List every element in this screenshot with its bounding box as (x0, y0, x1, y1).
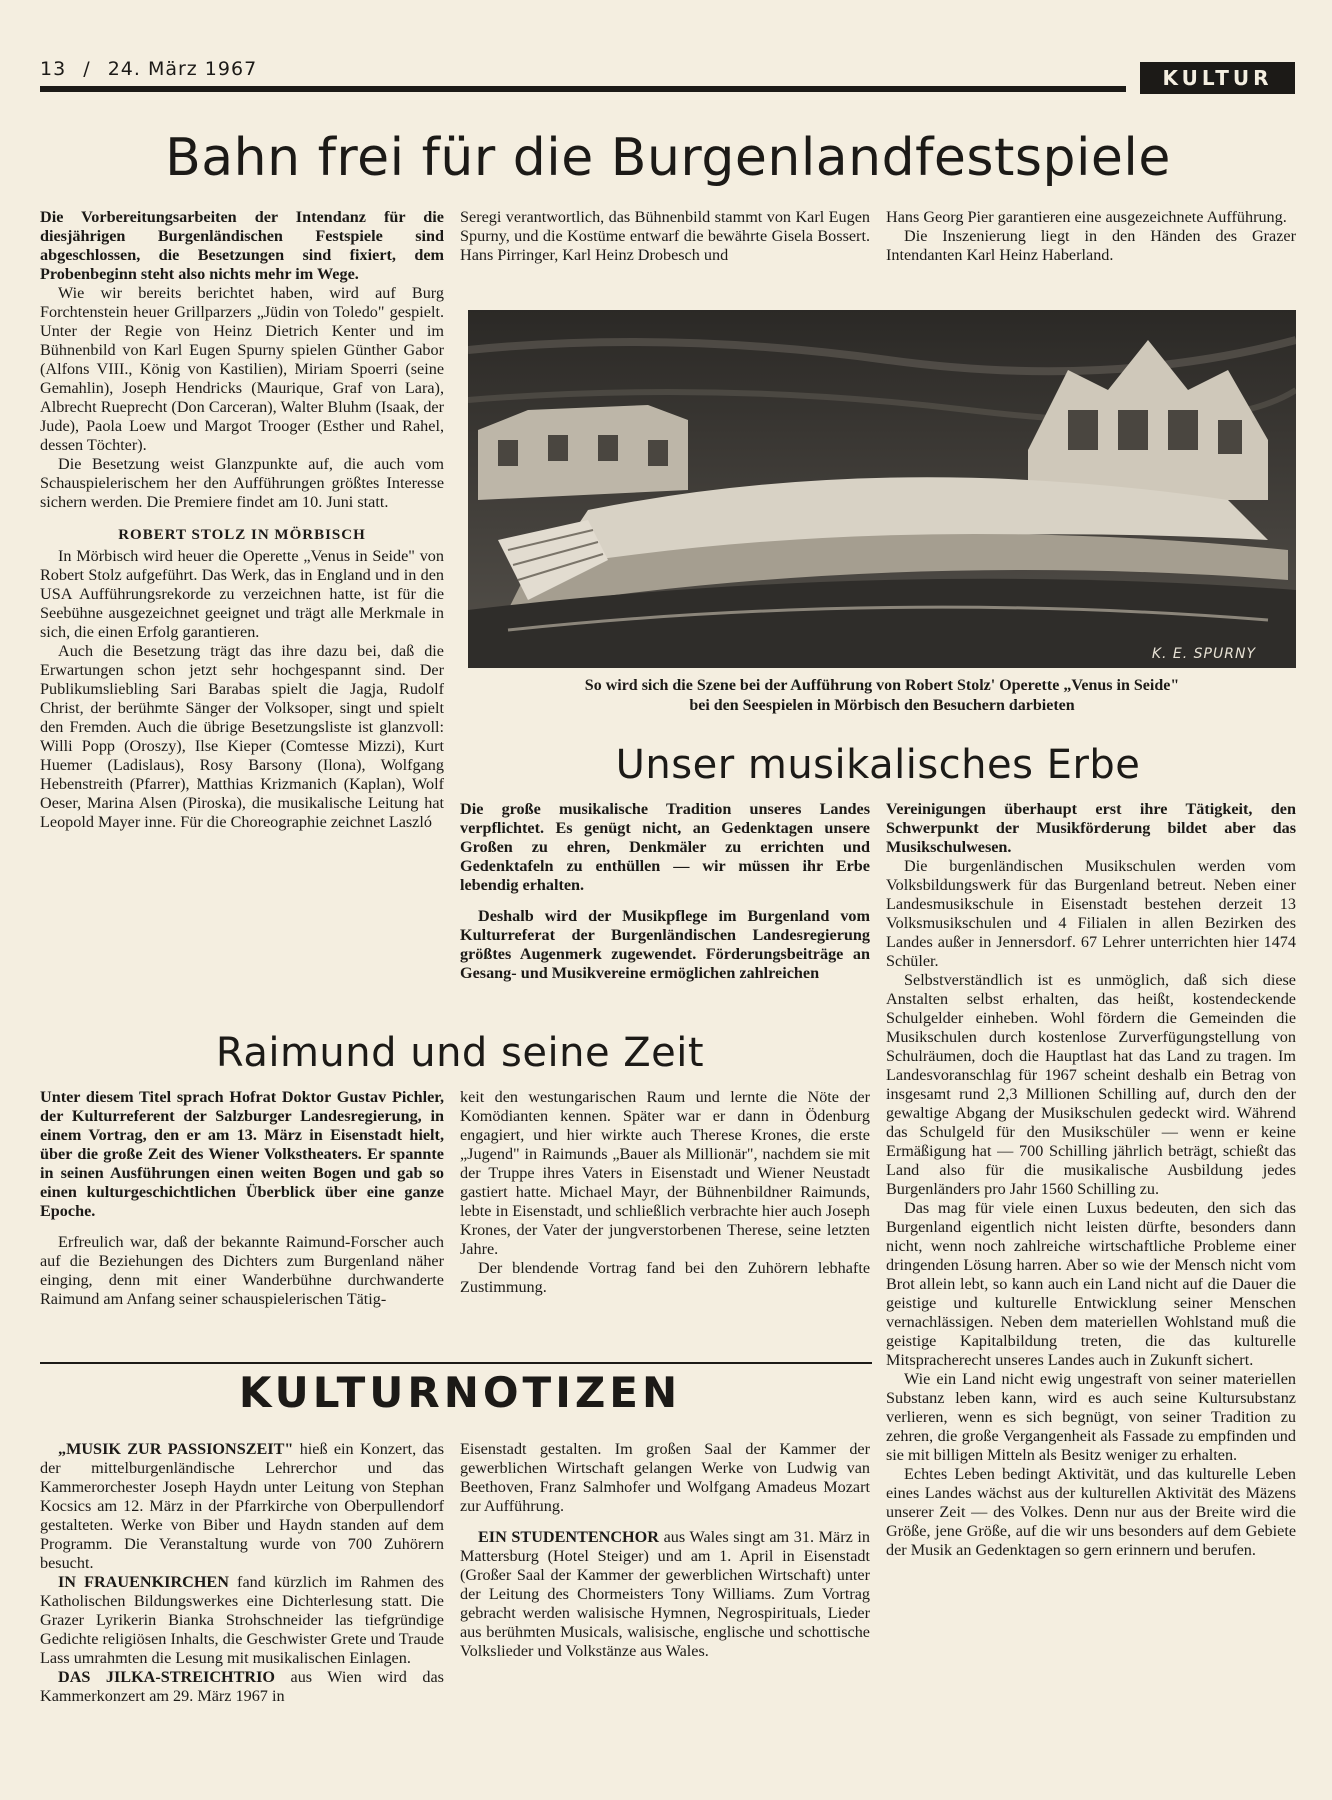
main-article-col2-text: Seregi verantwortlich, das Bühnenbild stammt von Karl Eugen Spurny, und die Kostüme entwarf die bewährte Gisela Bossert. Hans Pirringer, Karl Heinz Drobesch und (460, 208, 870, 264)
raimund-headline: Raimund und seine Zeit (215, 1030, 705, 1076)
note-3-keyword: DAS JILKA-STREICHTRIO (58, 1668, 275, 1686)
main-article-col1 (40, 208, 444, 832)
main-article-lead: Die Vorbereitungsarbeiten der Intendanz für die diesjährigen Burgenländischen Festspiele sind abgeschlossen, die Besetzungen sind fixiert, dem Probenbeginn steht also nichts mehr im Wege. (40, 208, 444, 283)
photo-caption-line2: bei den Seespielen in Mörbisch den Besuchern darbieten (689, 697, 1075, 714)
note-4-text: aus Wales singt am 31. März in Mattersburg (Hotel Steiger) und am 1. April in Eisenstadt (Großer Saal der Kammer der gewerblichen Wirtschaft) unter der Leitung des Chormeisters Tony Williams. Zum Vortrag gebracht werden walisische Hymnen, Negrospirituals, Lieder aus berühmten Musicals, walisische, englische und schottische Volkslieder und Volkstänze aus Wales. (460, 1528, 870, 1660)
erbe-headline: Unser musikalisches Erbe (615, 742, 1141, 788)
erbe-lead1: Die große musikalische Tradition unseres Landes verpflichtet. Es genügt nicht, an Gedenktagen unsere Großen zu ehren, Denkmäler zu errichten und Gedenktafeln zu enthüllen — wir müssen ihr Erbe lebendig erhalten. (460, 800, 870, 894)
erbe-p1: Die burgenländischen Musikschulen werden vom Volksbildungswerk für das Burgenland betreut. Neben einer Landesmusikschule in Eisenstadt bestehen derzeit 13 Volksmusikschulen und 4 Filialen in allen Bezirken des Landes außer in Jennersdorf. 67 Lehrer unterrichten hier 1474 Schüler. (886, 857, 1296, 970)
page-number: 13 (40, 58, 67, 80)
raimund-lead: Unter diesem Titel sprach Hofrat Doktor Gustav Pichler, der Kulturreferent der Salzburger Landesregierung, in einem Vortrag, den er am 13. März in Eisenstadt hielt, über die große Zeit des Wiener Volkstheaters. Er spannte in seinen Ausführungen einen weiten Bogen und gab so einen kulturgeschichtlichen Überblick über eine ganze Epoche. (40, 1088, 444, 1220)
illustration-signature: K. E. SPURNY (1151, 646, 1256, 662)
erbe-col2 (886, 800, 1296, 1560)
raimund-p3: Der blendende Vortrag fand bei den Zuhörern lebhafte Zustimmung. (460, 1259, 870, 1296)
note-3-text: aus Wien wird das Kammerkonzert am 29. März 1967 in (40, 1668, 444, 1705)
notes-col2 (460, 1440, 870, 1661)
erbe-p5: Echtes Leben bedingt Aktivität, und das kulturelle Leben eines Landes wächst aus der kulturellen Aktivität des Mäzens unserer Zeit — des Volkes. Denn nur aus der Breite wird die Größe, jene Größe, auf die wir uns besonders auf dem Gebiete der Musik an Gedenktagen so gern erinnern und berufen. (886, 1465, 1296, 1559)
main-article-p3: In Mörbisch wird heuer die Operette „Venus in Seide" von Robert Stolz aufgeführt. Das Werk, das in England und in den USA Aufführungsrekorde zu verzeichnen hatte, ist für die Seebühne ausgezeichnet geeignet und trägt alle Merkmale in sich, die einen Erfolg garantieren. (40, 547, 444, 641)
raimund-col1 (40, 1088, 444, 1309)
raimund-p2: keit den westungarischen Raum und lernte die Nöte der Komödianten kennen. Später war er dann in Ödenburg engagiert, und hier wirkte auch Therese Krones, die erste „Jugend" in Raimunds „Bauer als Millionär", nachdem sie mit der Truppe ihres Vaters in Eisenstadt und Wiener Neustadt gastiert hatte. Michael Mayr, der Bühnenbildner Raimunds, lebte in Eisenstadt, und schließlich verbrachte hier auch Joseph Krones, der Vater der jungverstorbenen Therese, seine letzten Jahre. (460, 1088, 870, 1258)
notes-headline: KULTURNOTIZEN (238, 1368, 682, 1417)
stage-illustration (468, 310, 1296, 668)
note-2-keyword: IN FRAUENKIRCHEN (58, 1573, 229, 1591)
main-article-col3 (886, 208, 1296, 265)
notes-col1 (40, 1440, 444, 1706)
main-headline: Bahn frei für die Burgenlandfestspiele (165, 128, 1171, 188)
raimund-p1: Erfreulich war, daß der bekannte Raimund-Forscher auch auf die Beziehungen des Dichters zum Burgenland näher einging, denn mit einer Wanderbühne durchwanderte Raimund am Anfang seiner schauspielerischen Tätig- (40, 1233, 444, 1308)
photo-caption (468, 676, 1296, 716)
main-article-p2: Die Besetzung weist Glanzpunkte auf, die auch vom Schauspielerischem her den Aufführungen größtes Interesse sichern werden. Die Premiere findet am 10. Juni statt. (40, 455, 444, 511)
main-article-p4: Auch die Besetzung trägt das ihre dazu bei, daß die Erwartungen schon jetzt sehr hochgespannt sind. Der Publikumsliebling Sari Barabas spielt die Jagja, Rudolf Christ, der berühmte Sänger der Volksoper, singt und spielt den Fremden. Auch die übrige Besetzungsliste ist glanzvoll: Willi Popp (Oroszy), Ilse Kieper (Comtesse Mizzi), Kurt Huemer (Ladislaus), Rosy Barsony (Ilona), Wolfgang Hebenstreith (Pfarrer), Matthias Krizmanich (Kaplan), Wolf Oeser, Marina Alsen (Piroska), die musikalische Leitung hat Leopold Mayer inne. Für die Choreographie zeichnet Laszló (40, 642, 444, 831)
page-meta (40, 58, 257, 80)
note-3-continued: Eisenstadt gestalten. Im großen Saal der Kammer der gewerblichen Wirtschaft gelangen Werke von Ludwig van Beethoven, Franz Salmhofer und Wolfgang Amadeus Mozart zur Aufführung. (460, 1440, 870, 1515)
main-article-p1: Wie wir bereits berichtet haben, wird auf Burg Forchtenstein heuer Grillparzers „Jüdin von Toledo" gespielt. Unter der Regie von Heinz Dietrich Kenter und im Bühnenbild von Karl Eugen Spurny spielen Günther Gabor (Alfons VIII., König von Kastilien), Miriam Spoerri (seine Gemahlin), Joseph Hendricks (Maurique, Graf von Lara), Albrecht Rueprecht (Don Carceran), Walter Bluhm (Isaak, der Jude), Paola Loew und Margot Trooger (Esther und Rahel, dessen Töchter). (40, 284, 444, 454)
note-4 (460, 1528, 870, 1661)
erbe-p2: Selbstverständlich ist es unmöglich, daß sich diese Anstalten selbst erhalten, das heißt, kostendeckende Schulgelder einheben. Wohl fördern die Gemeinden die Musikschulen durch kostenlose Zurverfügungstellung von Schulräumen, doch die Hauptlast hat das Land zu tragen. Im Landesvoranschlag für 1967 scheint deshalb ein Betrag von insgesamt rund 2,3 Millionen Schilling auf, durch den der gewaltige Abgang der Musikschulen gedeckt wird. Während das Schulgeld für den Musikschüler — wenn er keine Ermäßigung hat — 700 Schilling jährlich beträgt, schießt das Land also für die musikalische Ausbildung jedes Burgenländers pro Jahr 1560 Schilling zu. (886, 971, 1296, 1198)
main-article-subhead: ROBERT STOLZ IN MÖRBISCH (118, 527, 366, 543)
notes-rule (40, 1362, 872, 1364)
erbe-col1 (460, 800, 870, 983)
note-1-keyword: „MUSIK ZUR PASSIONSZEIT" (58, 1440, 294, 1458)
main-article-col3-text-a: Hans Georg Pier garantieren eine ausgezeichnete Aufführung. (886, 208, 1287, 226)
issue-date: 24. März 1967 (107, 58, 258, 80)
erbe-lead2: Deshalb wird der Musikpflege im Burgenland vom Kulturreferat der Burgenländischen Landesregierung größtes Augenmerk zugewendet. Förderungsbeiträge an Gesang- und Musikvereine ermöglichen zahlreichen (460, 907, 870, 982)
stage-illustration-drawing (468, 310, 1296, 668)
note-2 (40, 1573, 444, 1668)
raimund-col2 (460, 1088, 870, 1297)
erbe-p4: Wie ein Land nicht ewig ungestraft von seiner materiellen Substanz leben kann, wird es auch seine Kultursubstanz verlieren, wenn es sich begnügt, von seiner Tradition zu zehren, die große Vergangenheit als Fassade zu empfinden und sie mit billigen Mitteln als Besitz weniger zu erhalten. (886, 1370, 1296, 1464)
main-article-col3-text-b: Die Inszenierung liegt in den Händen des Grazer Intendanten Karl Heinz Haberland. (886, 227, 1296, 264)
section-tag: KULTUR (1140, 62, 1295, 94)
note-4-keyword: EIN STUDENTENCHOR (478, 1528, 659, 1546)
erbe-lead3: Vereinigungen überhaupt erst ihre Tätigkeit, den Schwerpunkt der Musikförderung bildet aber das Musikschulwesen. (886, 800, 1296, 856)
note-3 (40, 1668, 444, 1706)
note-1 (40, 1440, 444, 1573)
header-rule (40, 86, 1126, 92)
main-article-col2 (460, 208, 870, 265)
note-1-text: hieß ein Konzert, das der mittelburgenländische Lehrerchor und das Kammerorchester Joseph Haydn unter Leitung von Stephan Kocsics am 12. März in der Pfarrkirche von Oberpullendorf gestalteten. Werke von Biber und Haydn standen auf dem Programm. Die Veranstaltung wurde von 700 Zuhörern besucht. (40, 1440, 445, 1572)
photo-caption-line1: So wird sich die Szene bei der Aufführung von Robert Stolz' Operette „Venus in Seide" (584, 677, 1180, 694)
meta-separator: / (83, 58, 91, 80)
erbe-p3: Das mag für viele einen Luxus bedeuten, den sich das Burgenland eigentlich nicht leisten dürfte, besonders dann nicht, wenn noch zahlreiche wirtschaftliche Probleme einer dringenden Lösung harren. Aber so wie der Mensch nicht vom Brot allein lebt, so kann auch ein Land nicht auf die Dauer die geistige und kulturelle Entwicklung seiner Menschen vernachlässigen. Neben dem materiellen Wohlstand muß die geistige Kapitalbildung treten, die das kulturelle Mitspracherecht unseres Landes auch in Zukunft sichert. (886, 1199, 1296, 1369)
note-2-text: fand kürzlich im Rahmen des Katholischen Bildungswerkes eine Dichterlesung statt. Die Grazer Lyrikerin Bianka Strohschneider las tiefgründige Gedichte religiösen Inhalts, die Geschwister Grete und Traude Lass umrahmten die Lesung mit musikalischen Einlagen. (40, 1573, 444, 1667)
